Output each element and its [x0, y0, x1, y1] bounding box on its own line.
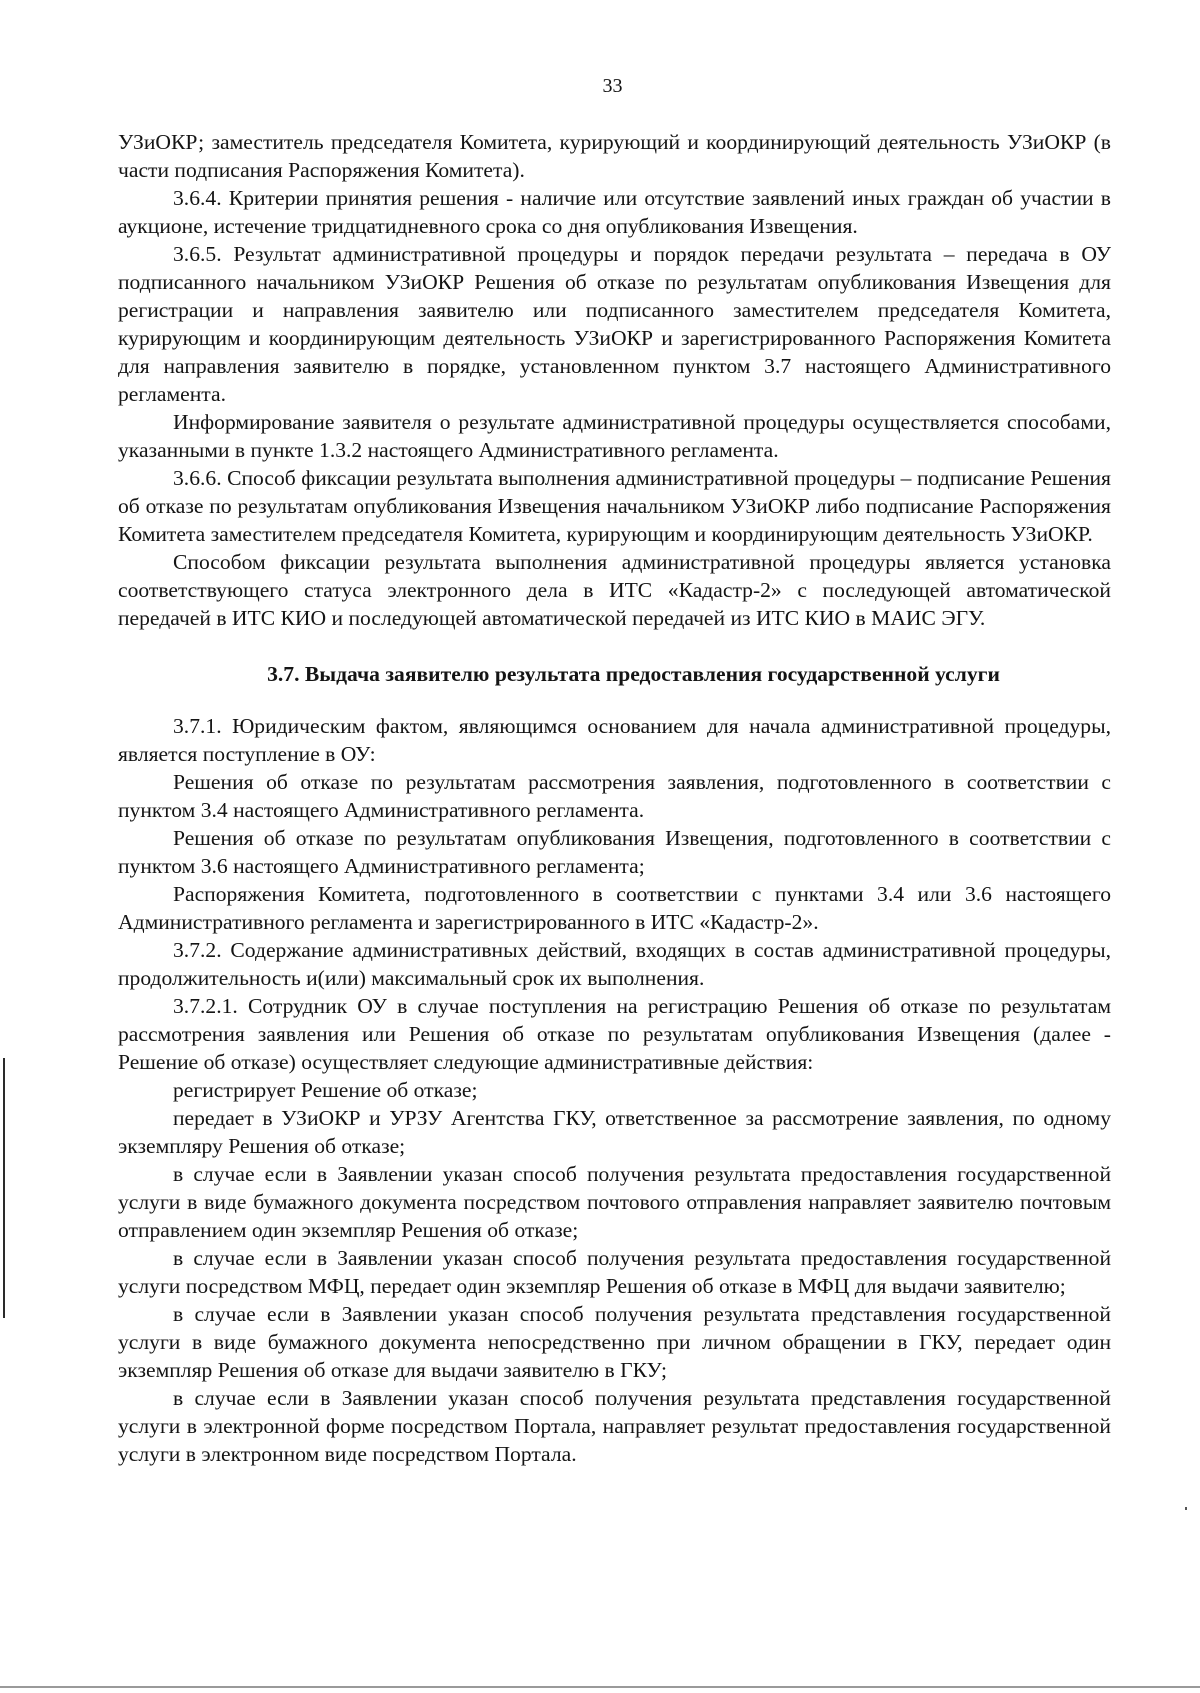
document-body	[118, 128, 1111, 1468]
paragraph: Решения об отказе по результатам опубликования Извещения, подготовленного в соответствии с пунктом 3.6 настоящего Административного регламента;	[118, 826, 1111, 878]
paragraph: 3.7.2.1. Сотрудник ОУ в случае поступления на регистрацию Решения об отказе по результатам рассмотрения заявления или Решения об отказе по результатам опубликования Извещения (далее - Решение об отказе) осуществляет следующие административные действия:	[118, 994, 1111, 1074]
paragraph: 3.6.6. Способ фиксации результата выполнения административной процедуры – подписание Решения об отказе по результатам опубликования Извещения начальником УЗиОКР либо подписание Распоряжения Комитета заместителем председателя Комитета, курирующим и координирующим деятельность УЗиОКР.	[118, 466, 1111, 546]
scan-bottom-edge	[0, 1686, 1200, 1688]
paragraph: в случае если в Заявлении указан способ получения результата представления государственной услуги в электронной форме посредством Портала, направляет результат предоставления государственной услуги в электронном виде посредством Портала.	[118, 1386, 1111, 1466]
paragraph: Распоряжения Комитета, подготовленного в соответствии с пунктами 3.4 или 3.6 настоящего Административного регламента и зарегистрированного в ИТС «Кадастр-2».	[118, 882, 1111, 934]
paragraph: в случае если в Заявлении указан способ получения результата предоставления государственной услуги посредством МФЦ, передает один экземпляр Решения об отказе в МФЦ для выдачи заявителю;	[118, 1246, 1111, 1298]
paragraph: Решения об отказе по результатам рассмотрения заявления, подготовленного в соответствии с пунктом 3.4 настоящего Административного регламента.	[118, 770, 1111, 822]
section-heading: 3.7. Выдача заявителю результата предоставления государственной услуги	[267, 662, 1000, 686]
paragraph: 3.6.4. Критерии принятия решения - наличие или отсутствие заявлений иных граждан об участии в аукционе, истечение тридцатидневного срока со дня опубликования Извещения.	[118, 186, 1111, 238]
paragraph: 3.7.1. Юридическим фактом, являющимся основанием для начала административной процедуры, является поступление в ОУ:	[118, 714, 1111, 766]
paragraph: передает в УЗиОКР и УРЗУ Агентства ГКУ, ответственное за рассмотрение заявления, по одному экземпляру Решения об отказе;	[118, 1106, 1111, 1158]
paragraph: Информирование заявителя о результате административной процедуры осуществляется способами, указанными в пункте 1.3.2 настоящего Административного регламента.	[118, 410, 1111, 462]
paragraph: 3.7.2. Содержание административных действий, входящих в состав административной процедуры, продолжительность и(или) максимальный срок их выполнения.	[118, 938, 1111, 990]
paragraph: в случае если в Заявлении указан способ получения результата представления государственной услуги в виде бумажного документа непосредственно при личном обращении в ГКУ, передает один экземпляр Решения об отказе для выдачи заявителю в ГКУ;	[118, 1302, 1111, 1382]
paragraph: 3.6.5. Результат административной процедуры и порядок передачи результата – передача в ОУ подписанного начальником УЗиОКР Решения об отказе по результатам опубликования Извещения для регистрации и направления заявителю или подписанного заместителем председателя Комитета, курирующим и координирующим деятельность УЗиОКР и зарегистрированного Распоряжения Комитета для направления заявителю в порядке, установленном пунктом 3.7 настоящего Административного регламента.	[118, 242, 1111, 406]
scan-margin-line	[3, 1058, 5, 1318]
paragraph: в случае если в Заявлении указан способ получения результата предоставления государственной услуги в виде бумажного документа посредством почтового отправления направляет заявителю почтовым отправлением один экземпляр Решения об отказе;	[118, 1162, 1111, 1242]
scan-speck	[1185, 1507, 1187, 1510]
paragraph: регистрирует Решение об отказе;	[173, 1078, 478, 1102]
paragraph: Способом фиксации результата выполнения административной процедуры является установка соответствующего статуса электронного дела в ИТС «Кадастр-2» с последующей автоматической передачей в ИТС КИО и последующей автоматической передачей из ИТС КИО в МАИС ЭГУ.	[118, 550, 1111, 630]
page-number: 33	[602, 75, 623, 97]
paragraph: УЗиОКР; заместитель председателя Комитета, курирующий и координирующий деятельность УЗиОКР (в части подписания Распоряжения Комитета).	[118, 130, 1111, 182]
